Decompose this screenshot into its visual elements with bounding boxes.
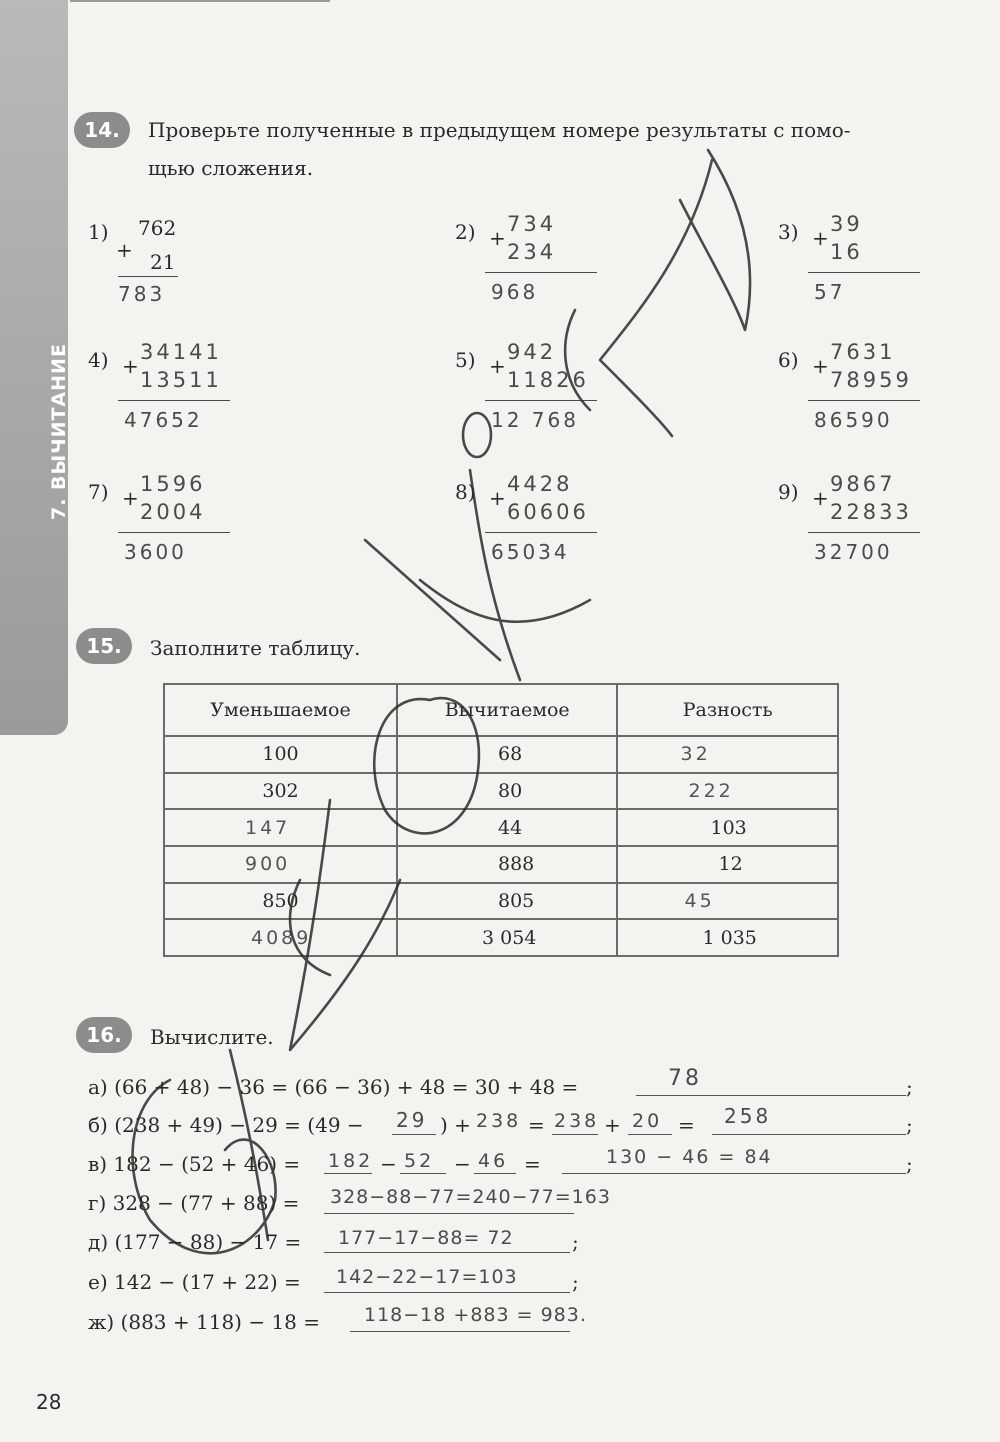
answer-line	[636, 1095, 906, 1096]
table-cell-handwritten: 4089	[164, 919, 397, 956]
top-rule	[70, 0, 330, 2]
equation-b-printed-b: ) +	[440, 1113, 471, 1137]
plus-sign: +	[122, 486, 139, 510]
exercise-number: 3)	[778, 220, 799, 244]
equation-b-end: ;	[906, 1113, 913, 1137]
exercise-top-operand: 7631	[830, 340, 896, 364]
plus-sign: +	[812, 354, 829, 378]
addition-exercise	[778, 340, 1000, 460]
table-cell: 3 054	[397, 919, 618, 956]
equation-e-answer: 177−17−88= 72	[338, 1227, 514, 1249]
equation-d-printed: г) 328 − (77 + 88) =	[88, 1191, 300, 1215]
exercise-result: 783	[118, 282, 166, 306]
plus-sign: +	[489, 354, 506, 378]
exercise-number: 4)	[88, 348, 109, 372]
addition-exercise	[88, 472, 318, 592]
equation-a-answer: 78	[668, 1066, 702, 1091]
exercise-bottom-operand: 60606	[507, 500, 589, 524]
equation-c-printed-c: −	[454, 1152, 471, 1176]
table-cell: 103	[617, 809, 838, 846]
table-cell: 12	[617, 846, 838, 883]
exercise-top-operand: 39	[830, 212, 863, 236]
sum-line	[118, 276, 178, 277]
exercise-number: 8)	[455, 480, 476, 504]
answer-line	[324, 1252, 570, 1253]
exercise-number: 5)	[455, 348, 476, 372]
equation-c-answer: 130 − 46 = 84	[606, 1146, 773, 1168]
scribble-stroke	[680, 150, 750, 330]
equation-a-printed: а) (66 + 48) − 36 = (66 − 36) + 48 = 30 + 48 =	[88, 1075, 579, 1099]
page-number: 28	[36, 1390, 62, 1414]
addition-exercise	[778, 212, 1000, 332]
equation-c-printed-d: =	[524, 1152, 541, 1176]
exercise-result: 3600	[124, 540, 187, 564]
addition-exercise	[455, 472, 685, 592]
exercise-number: 7)	[88, 480, 109, 504]
plus-sign: +	[116, 238, 133, 262]
equation-a-end: ;	[906, 1075, 913, 1099]
table-row	[164, 809, 838, 846]
plus-sign: +	[122, 354, 139, 378]
equation-e-printed: д) (177 − 88) − 17 =	[88, 1230, 302, 1254]
equation-g-answer: 118−18 +883 = 983.	[364, 1304, 587, 1326]
exercise-result: 32700	[814, 540, 893, 564]
exercise-top-operand: 9867	[830, 472, 896, 496]
sum-line	[485, 400, 597, 401]
exercise-result: 57	[814, 280, 846, 304]
addition-exercise	[455, 212, 685, 332]
table-cell: 850	[164, 883, 397, 920]
table-cell-handwritten: 222	[617, 773, 838, 810]
exercise-result: 968	[491, 280, 539, 304]
table-cell: 44	[397, 809, 618, 846]
exercise-result: 47652	[124, 408, 203, 432]
equation-f-printed: е) 142 − (17 + 22) =	[88, 1270, 301, 1294]
table-cell: 68	[397, 736, 618, 773]
table-cell-handwritten: 147	[164, 809, 397, 846]
equation-e-end: ;	[572, 1230, 579, 1254]
sum-line	[808, 272, 920, 273]
exercise-top-operand: 34141	[140, 340, 222, 364]
task-16-text: Вычислите.	[150, 1025, 274, 1049]
equation-b-printed-d: +	[604, 1113, 621, 1137]
equation-b-printed-e: =	[678, 1113, 695, 1137]
equation-b-blank3: 238	[554, 1110, 600, 1132]
equation-g-printed: ж) (883 + 118) − 18 =	[88, 1310, 321, 1334]
exercise-bottom-operand: 13511	[140, 368, 222, 392]
table-row	[164, 883, 838, 920]
sum-line	[118, 400, 230, 401]
equation-b-printed-a: б) (238 + 49) − 29 = (49 −	[88, 1113, 364, 1137]
answer-line	[400, 1173, 446, 1174]
answer-line	[712, 1134, 906, 1135]
exercise-number: 1)	[88, 220, 109, 244]
exercise-bottom-operand: 21	[150, 250, 176, 274]
table-row	[164, 773, 838, 810]
equation-c-blank1: 182	[328, 1150, 374, 1172]
sum-line	[118, 532, 230, 533]
exercise-bottom-operand: 2004	[140, 500, 206, 524]
equation-f-end: ;	[572, 1270, 579, 1294]
answer-line	[562, 1173, 906, 1174]
exercise-number: 2)	[455, 220, 476, 244]
sum-line	[808, 400, 920, 401]
exercise-top-operand: 4428	[507, 472, 573, 496]
exercise-top-operand: 1596	[140, 472, 206, 496]
table-cell-handwritten: 45	[617, 883, 838, 920]
exercise-bottom-operand: 78959	[830, 368, 912, 392]
answer-line	[324, 1213, 574, 1214]
task-16-badge: 16.	[76, 1017, 132, 1053]
exercise-number: 9)	[778, 480, 799, 504]
answer-line	[324, 1173, 372, 1174]
exercise-number: 6)	[778, 348, 799, 372]
plus-sign: +	[489, 486, 506, 510]
equation-c-printed-b: −	[380, 1152, 397, 1176]
plus-sign: +	[489, 226, 506, 250]
equation-b-blank1: 29	[396, 1108, 428, 1132]
table-cell-handwritten: 900	[164, 846, 397, 883]
equation-d-answer: 328−88−77=240−77=163	[330, 1186, 611, 1208]
table-cell: 1 035	[617, 919, 838, 956]
table-cell-handwritten: 32	[617, 736, 838, 773]
table-row	[164, 846, 838, 883]
equation-b-blank4: 20	[632, 1110, 663, 1132]
exercise-bottom-operand: 22833	[830, 500, 912, 524]
header-minuend: Уменьшаемое	[164, 684, 397, 736]
table-cell: 100	[164, 736, 397, 773]
equation-c-blank2: 52	[404, 1150, 435, 1172]
table-cell: 888	[397, 846, 618, 883]
exercise-top-operand: 762	[138, 216, 177, 240]
exercise-bottom-operand: 234	[507, 240, 557, 264]
table-row	[164, 919, 838, 956]
exercise-result: 12 768	[491, 408, 579, 432]
answer-line	[324, 1292, 570, 1293]
sum-line	[485, 272, 597, 273]
table-cell: 302	[164, 773, 397, 810]
difference-table	[163, 683, 839, 957]
answer-line	[474, 1173, 516, 1174]
addition-exercise	[88, 212, 318, 332]
addition-exercise	[455, 340, 685, 460]
header-difference: Разность	[617, 684, 838, 736]
equation-c-blank3: 46	[478, 1150, 509, 1172]
exercise-bottom-operand: 16	[830, 240, 863, 264]
table-cell: 80	[397, 773, 618, 810]
exercise-bottom-operand: 11826	[507, 368, 589, 392]
equation-f-answer: 142−22−17=103	[336, 1266, 518, 1288]
sum-line	[485, 532, 597, 533]
header-subtrahend: Вычитаемое	[397, 684, 618, 736]
sum-line	[808, 532, 920, 533]
equation-b-printed-c: =	[528, 1113, 545, 1137]
exercise-result: 65034	[491, 540, 570, 564]
chapter-tab-label: 7. ВЫЧИТАНИЕ	[48, 343, 70, 520]
exercise-result: 86590	[814, 408, 893, 432]
answer-line	[552, 1134, 598, 1135]
table-cell: 805	[397, 883, 618, 920]
task-14-text-line2: щью сложения.	[148, 156, 314, 180]
equation-b-answer: 258	[724, 1104, 772, 1128]
table-row	[164, 736, 838, 773]
task-14-text-line1: Проверьте полученные в предыдущем номере результаты с помо-	[148, 118, 851, 142]
task-15-badge: 15.	[76, 628, 132, 664]
answer-line	[628, 1134, 672, 1135]
addition-exercise	[778, 472, 1000, 592]
task-14-badge: 14.	[74, 112, 130, 148]
answer-line	[350, 1331, 570, 1332]
exercise-top-operand: 734	[507, 212, 557, 236]
task-15-text: Заполните таблицу.	[150, 636, 361, 660]
addition-exercise	[88, 340, 318, 460]
plus-sign: +	[812, 486, 829, 510]
answer-line	[392, 1134, 436, 1135]
plus-sign: +	[812, 226, 829, 250]
exercise-top-operand: 942	[507, 340, 557, 364]
table-header-row	[164, 684, 838, 736]
equation-c-end: ;	[906, 1152, 913, 1176]
equation-c-printed-a: в) 182 − (52 + 46) =	[88, 1152, 301, 1176]
equation-b-blank2: 238	[476, 1110, 522, 1132]
